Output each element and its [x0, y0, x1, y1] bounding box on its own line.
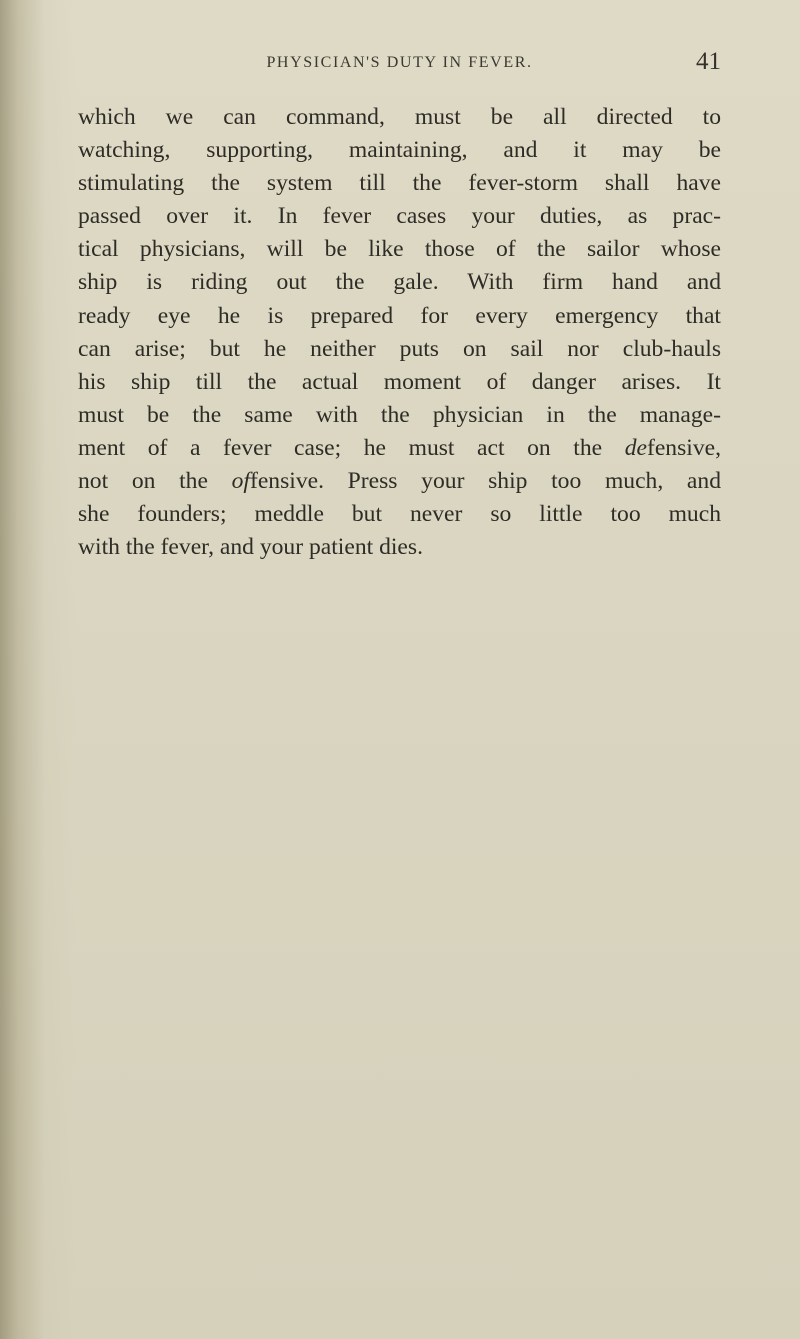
text-line: stimulating the system till the fever-storm shall have — [78, 170, 721, 197]
page-header — [78, 48, 721, 84]
body-paragraph — [78, 101, 721, 564]
text-line — [78, 465, 721, 498]
text-line: can arise; but he neither puts on sail nor club-hauls — [78, 335, 721, 362]
italic-emphasis: of — [231, 468, 250, 495]
text-line: she founders; meddle but never so little too much — [78, 501, 721, 528]
text-line: which we can command, must be all directed to — [78, 104, 721, 130]
italic-emphasis: de — [624, 434, 647, 461]
text-line: ready eye he is prepared for every emergency that — [78, 302, 721, 329]
text-line — [78, 432, 721, 465]
text-segment: ment of a fever case; he must act on the — [78, 434, 625, 461]
text-line: tical physicians, will be like those of the sailor whose — [78, 236, 721, 263]
text-line: passed over it. In fever cases your duties, as prac- — [78, 203, 721, 230]
running-head: PHYSICIAN'S DUTY IN FEVER. — [266, 54, 533, 71]
text-line: must be the same with the physician in the manage- — [78, 401, 721, 428]
text-segment: not on the — [78, 468, 232, 495]
text-line: ship is riding out the gale. With firm hand and — [78, 269, 721, 296]
text-segment: fensive. Press your ship too much, and — [249, 468, 721, 495]
text-line: with the fever, and your patient dies. — [78, 534, 423, 561]
page-number: 41 — [696, 48, 721, 75]
text-line: his ship till the actual moment of danger arises. It — [78, 368, 721, 395]
text-segment: fensive, — [646, 434, 721, 461]
text-line: watching, supporting, maintaining, and it may be — [78, 137, 721, 164]
